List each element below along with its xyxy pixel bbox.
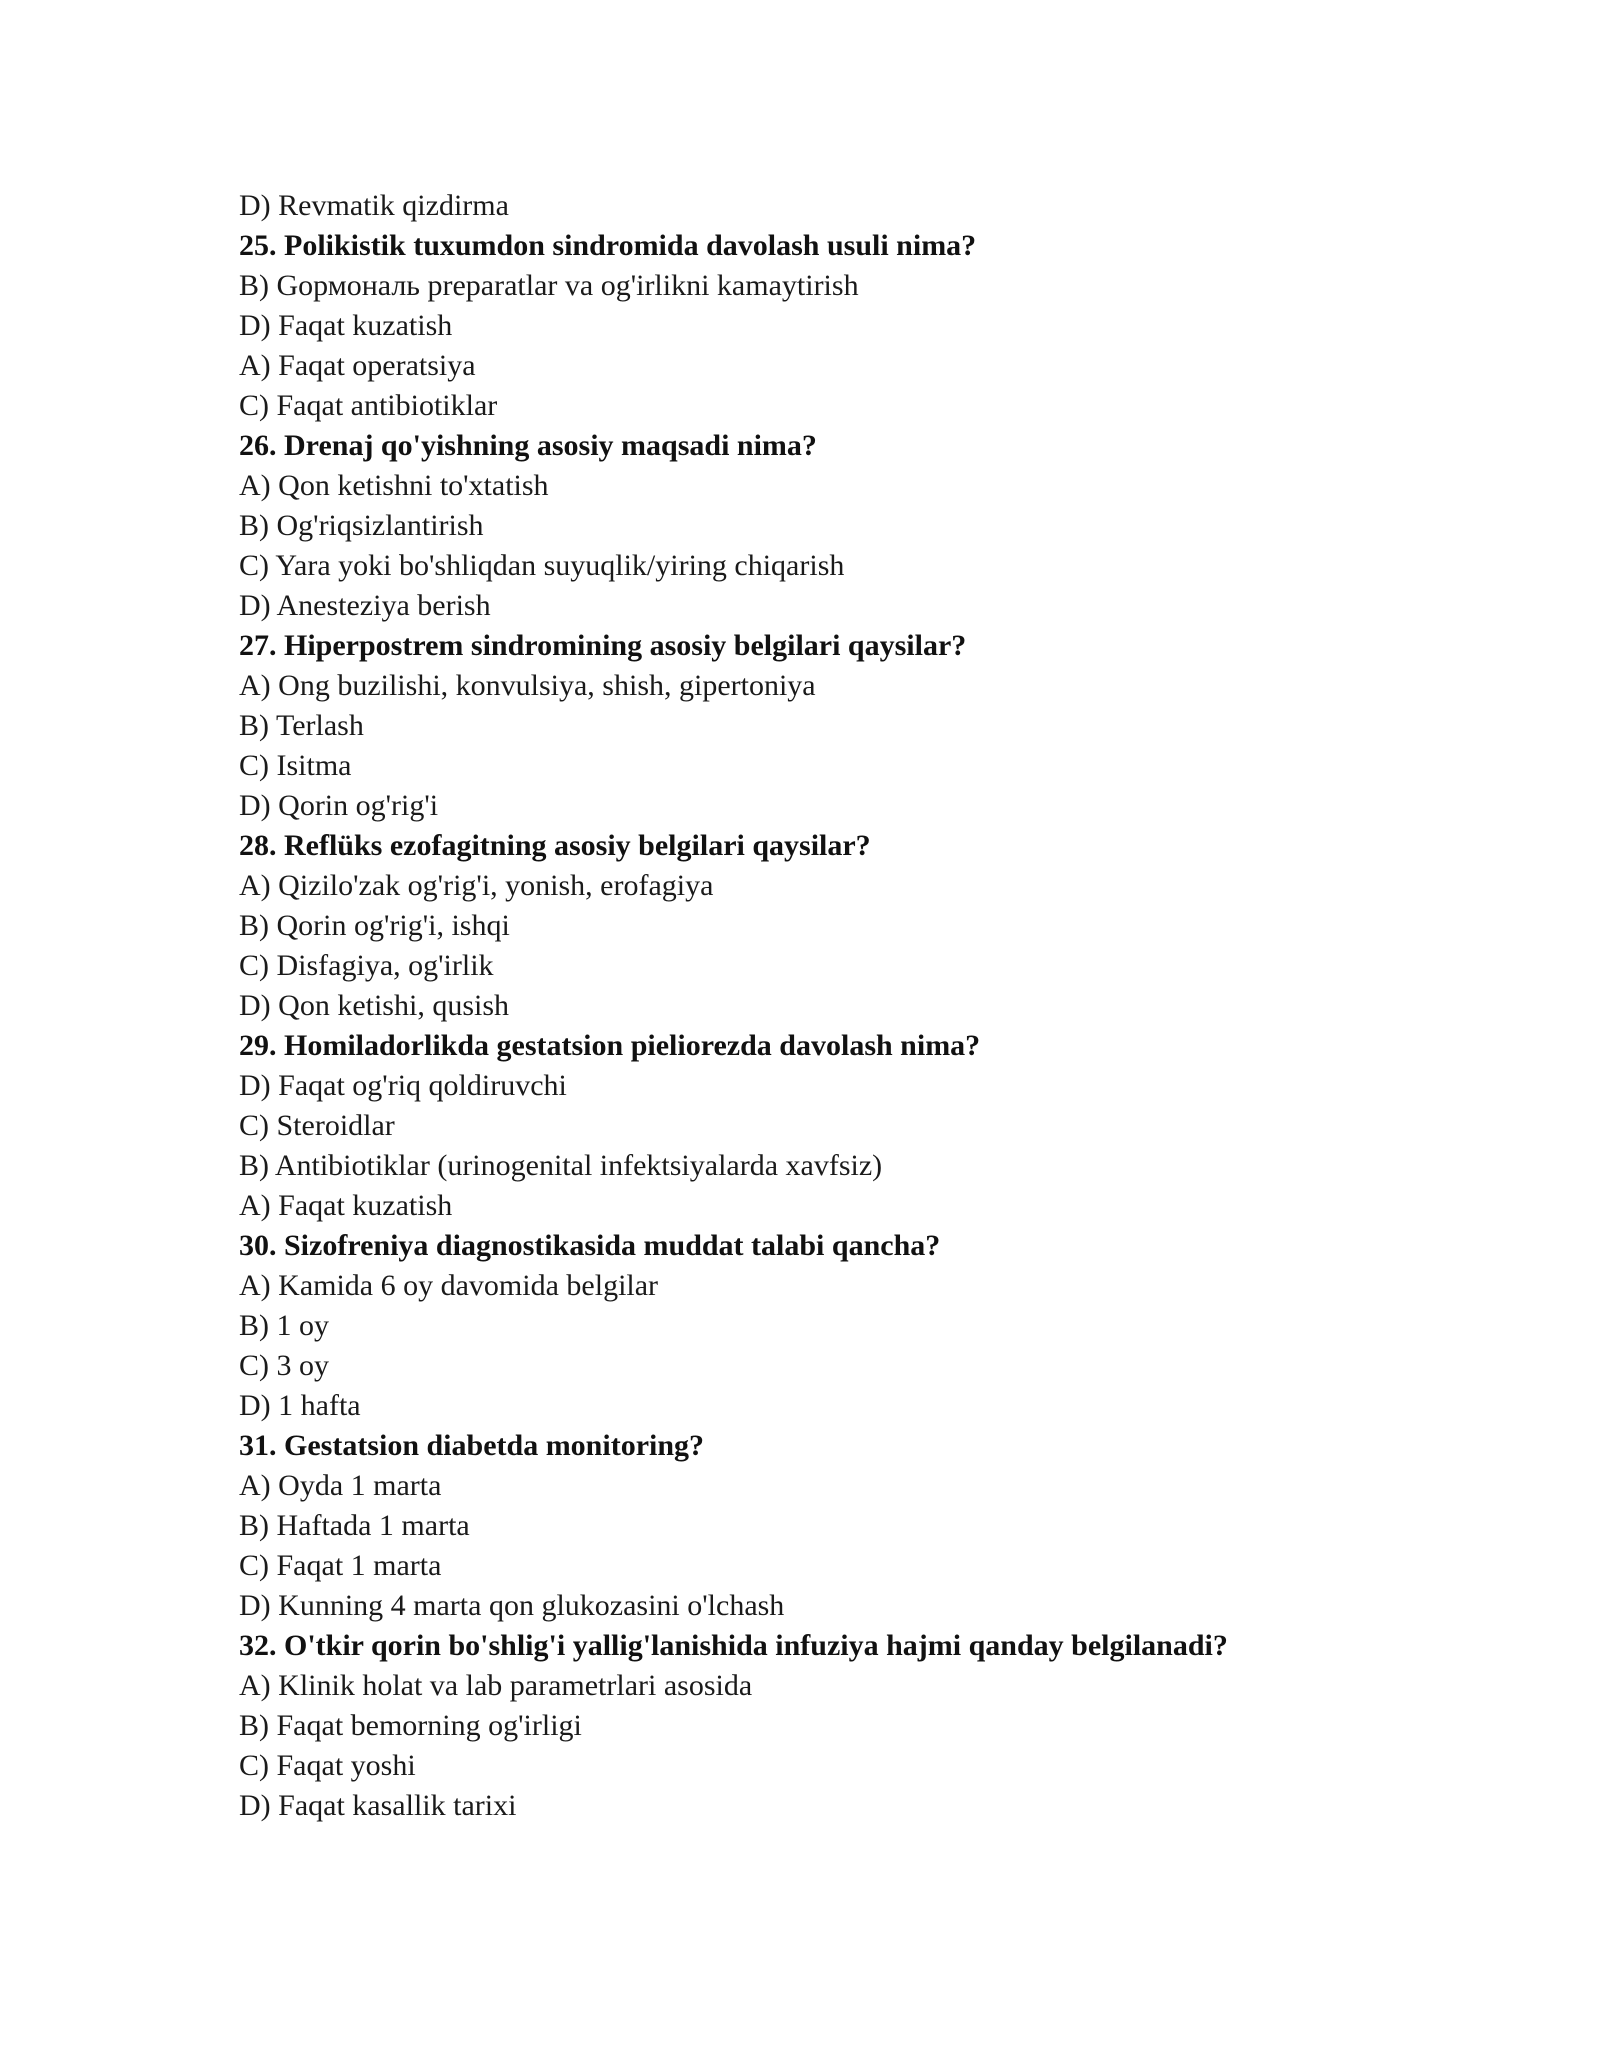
answer-option: B) Gормональ preparatlar va og'irlikni kamaytirish (239, 269, 859, 302)
answer-option: D) Anesteziya berish (239, 589, 491, 622)
question-text: 32. O'tkir qorin bo'shlig'i yallig'lanishida infuziya hajmi qanday belgilanadi? (239, 1629, 1228, 1662)
answer-option: D) Faqat kuzatish (239, 309, 453, 342)
question-text: 31. Gestatsion diabetda monitoring? (239, 1429, 705, 1462)
answer-option: B) Haftada 1 marta (239, 1509, 470, 1542)
answer-option: C) Faqat antibiotiklar (239, 389, 498, 422)
answer-option: B) Og'riqsizlantirish (239, 509, 484, 542)
answer-option: C) Steroidlar (239, 1109, 395, 1142)
answer-option: C) Faqat 1 marta (239, 1549, 442, 1582)
answer-option: B) Faqat bemorning og'irligi (239, 1709, 582, 1742)
question-text: 25. Polikistik tuxumdon sindromida davolash usuli nima? (239, 229, 977, 262)
answer-option: D) Revmatik qizdirma (239, 189, 509, 222)
answer-option: B) Antibiotiklar (urinogenital infektsiyalarda xavfsiz) (239, 1149, 883, 1182)
answer-option: B) 1 oy (239, 1309, 329, 1342)
question-text: 29. Homiladorlikda gestatsion pieliorezda davolash nima? (239, 1029, 981, 1062)
question-text: 28. Reflüks ezofagitning asosiy belgilari qaysilar? (239, 829, 871, 862)
answer-option: D) Kunning 4 marta qon glukozasini o'lchash (239, 1589, 785, 1622)
answer-option: C) Yara yoki bo'shliqdan suyuqlik/yiring chiqarish (239, 549, 845, 582)
answer-option: A) Qizilo'zak og'rig'i, yonish, erofagiya (239, 869, 714, 902)
answer-option: A) Klinik holat va lab parametrlari asosida (239, 1669, 753, 1702)
document-page (239, 186, 1399, 1826)
answer-option: A) Oyda 1 marta (239, 1469, 442, 1502)
answer-option: C) 3 oy (239, 1349, 329, 1382)
answer-option: C) Disfagiya, og'irlik (239, 949, 494, 982)
question-text: 26. Drenaj qo'yishning asosiy maqsadi nima? (239, 429, 817, 462)
answer-option: D) Qon ketishi, qusish (239, 989, 509, 1022)
answer-option: D) Faqat og'riq qoldiruvchi (239, 1069, 567, 1102)
answer-option: B) Qorin og'rig'i, ishqi (239, 909, 510, 942)
answer-option: A) Faqat kuzatish (239, 1189, 453, 1222)
answer-option: C) Faqat yoshi (239, 1749, 416, 1782)
answer-option: A) Qon ketishni to'xtatish (239, 469, 549, 502)
answer-option: D) Qorin og'rig'i (239, 789, 439, 822)
answer-option: C) Isitma (239, 749, 352, 782)
question-text: 30. Sizofreniya diagnostikasida muddat talabi qancha? (239, 1229, 941, 1262)
answer-option: D) Faqat kasallik tarixi (239, 1789, 517, 1822)
answer-option: A) Faqat operatsiya (239, 349, 476, 382)
answer-option: A) Ong buzilishi, konvulsiya, shish, gipertoniya (239, 669, 816, 702)
answer-option: D) 1 hafta (239, 1389, 361, 1422)
question-text: 27. Hiperpostrem sindromining asosiy belgilari qaysilar? (239, 629, 967, 662)
answer-option: B) Terlash (239, 709, 364, 742)
answer-option: A) Kamida 6 oy davomida belgilar (239, 1269, 659, 1302)
